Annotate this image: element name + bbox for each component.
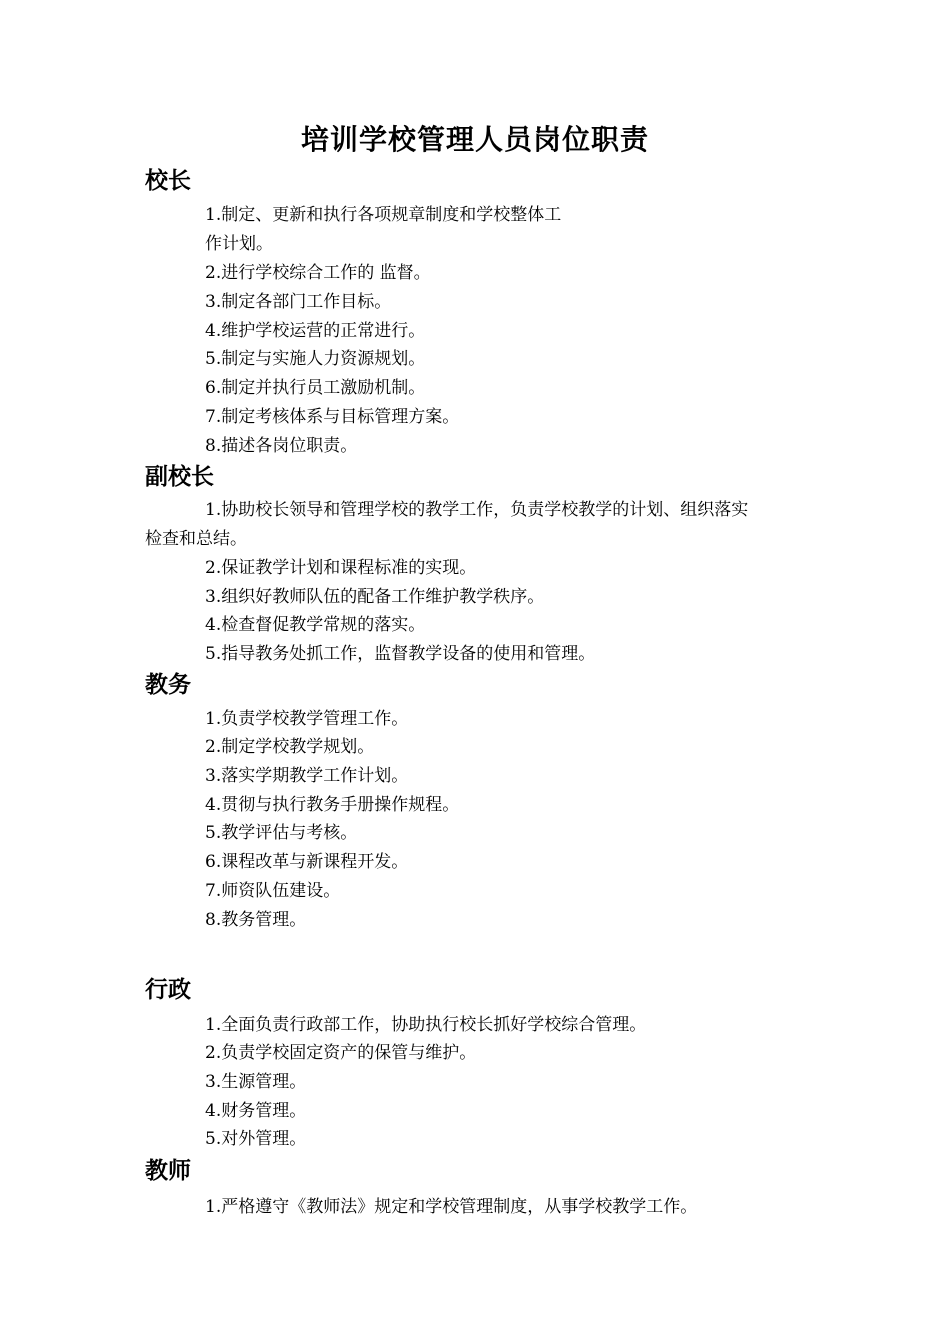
section-heading-principal: 校长 xyxy=(145,167,191,194)
academic-duty-4: 4.贯彻与执行教务手册操作规程。 xyxy=(205,795,460,815)
principal-duty-5: 5.制定与实施人力资源规划。 xyxy=(205,349,426,369)
academic-duty-6: 6.课程改革与新课程开发。 xyxy=(205,852,409,872)
principal-duty-3: 3.制定各部门工作目标。 xyxy=(205,292,392,312)
principal-duty-6: 6.制定并执行员工激励机制。 xyxy=(205,378,426,398)
academic-duty-3: 3.落实学期教学工作计划。 xyxy=(205,766,409,786)
academic-duty-5: 5.教学评估与考核。 xyxy=(205,823,358,843)
teacher-duty-1: 1.严格遵守《教师法》规定和学校管理制度，从事学校教学工作。 xyxy=(205,1197,698,1217)
document-title: 培训学校管理人员岗位职责 xyxy=(300,123,649,156)
principal-duty-8: 8.描述各岗位职责。 xyxy=(205,436,358,456)
section-heading-teacher: 教师 xyxy=(145,1157,191,1184)
administration-duty-5: 5.对外管理。 xyxy=(205,1129,307,1149)
academic-duty-1: 1.负责学校教学管理工作。 xyxy=(205,709,409,729)
principal-duty-1-continued: 作计划。 xyxy=(205,234,273,254)
administration-duty-4: 4.财务管理。 xyxy=(205,1101,307,1121)
academic-duty-8: 8.教务管理。 xyxy=(205,910,307,930)
academic-duty-7: 7.师资队伍建设。 xyxy=(205,881,341,901)
section-heading-administration: 行政 xyxy=(145,976,191,1003)
section-heading-vice-principal: 副校长 xyxy=(145,463,214,490)
principal-duty-2: 2.进行学校综合工作的 监督。 xyxy=(205,263,431,283)
principal-duty-1: 1.制定、更新和执行各项规章制度和学校整体工 xyxy=(205,205,562,225)
principal-duty-4: 4.维护学校运营的正常进行。 xyxy=(205,321,426,341)
vice-principal-duty-3: 3.组织好教师队伍的配备工作维护教学秩序。 xyxy=(205,587,545,607)
vice-principal-duty-5: 5.指导教务处抓工作，监督教学设备的使用和管理。 xyxy=(205,644,596,664)
vice-principal-duty-2: 2.保证教学计划和课程标准的实现。 xyxy=(205,558,477,578)
academic-duty-2: 2.制定学校教学规划。 xyxy=(205,737,375,757)
administration-duty-1: 1.全面负责行政部工作，协助执行校长抓好学校综合管理。 xyxy=(205,1015,647,1035)
principal-duty-7: 7.制定考核体系与目标管理方案。 xyxy=(205,407,460,427)
administration-duty-3: 3.生源管理。 xyxy=(205,1072,307,1092)
section-heading-academic-affairs: 教务 xyxy=(145,671,191,698)
vice-principal-duty-1-continued: 检查和总结。 xyxy=(145,529,247,549)
vice-principal-duty-4: 4.检查督促教学常规的落实。 xyxy=(205,615,426,635)
administration-duty-2: 2.负责学校固定资产的保管与维护。 xyxy=(205,1043,477,1063)
vice-principal-duty-1: 1.协助校长领导和管理学校的教学工作，负责学校教学的计划、组织落实 xyxy=(205,500,749,520)
